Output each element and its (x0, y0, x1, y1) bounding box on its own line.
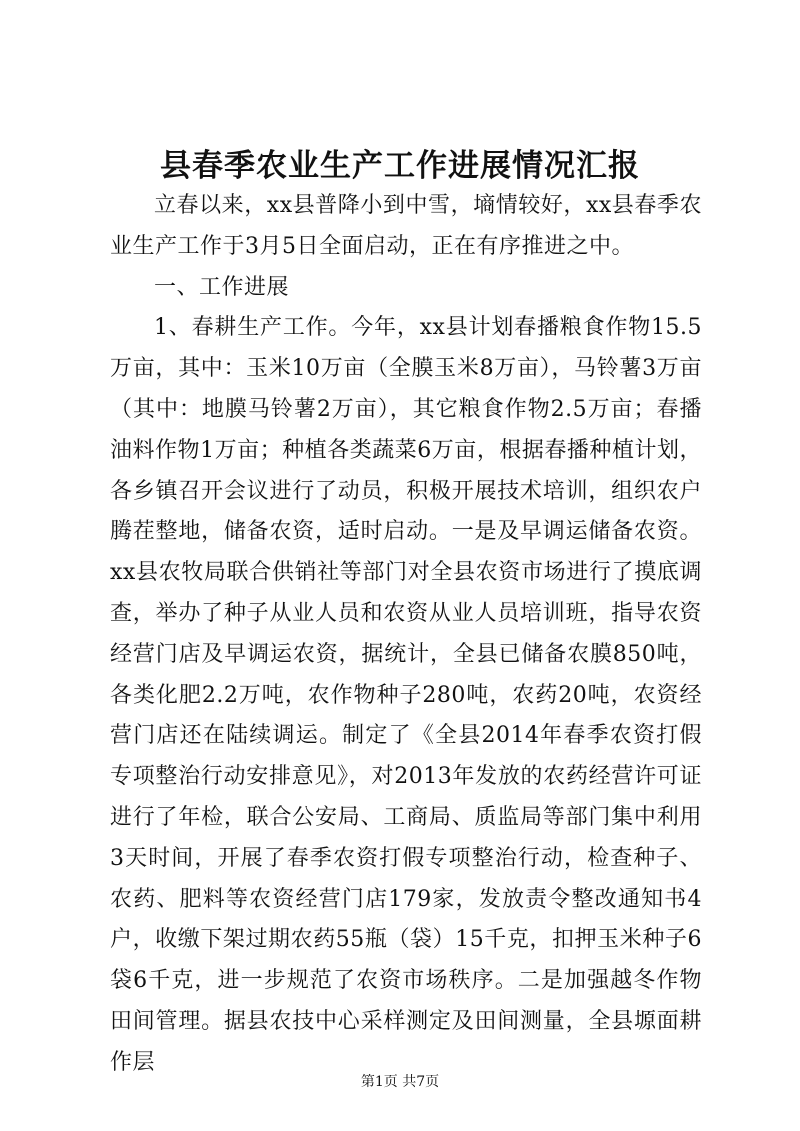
paragraph-intro: 立春以来，xx县普降小到中雪，墒情较好，xx县春季农业生产工作于3月5日全面启动，正在有序推进之中。 (110, 193, 702, 259)
document-body (110, 186, 702, 1084)
page-number-footer: 第1页 共7页 (360, 1074, 440, 1090)
document-title: 县春季农业生产工作进展情况汇报 (160, 148, 640, 184)
section-heading: 一、工作进展 (154, 274, 290, 300)
paragraph-spring-farming: 1、春耕生产工作。今年，xx县计划春播粮食作物15.5万亩，其中：玉米10万亩（全膜玉米8万亩），马铃薯3万亩（其中：地膜马铃薯2万亩），其它粮食作物2.5万亩；春播油料作物1万亩；种植各类蔬菜6万亩，根据春播种植计划，各乡镇召开会议进行了动员，积极开展技术培训，组织农户腾茬整地，储备农资，适时启动。一是及早调运储备农资。xx县农牧局联合供销社等部门对全县农资市场进行了摸底调查，举办了种子从业人员和农资从业人员培训班，指导农资经营门店及早调运农资，据统计，全县已储备农膜850吨，各类化肥2.2万吨，农作物种子280吨，农药20吨，农资经营门店还在陆续调运。制定了《全县2014年春季农资打假专项整治行动安排意见》，对2013年发放的农药经营许可证进行了年检，联合公安局、工商局、质监局等部门集中利用3天时间，开展了春季农资打假专项整治行动，检查种子、农药、肥料等农资经营门店179家，发放责令整改通知书4户，收缴下架过期农药55瓶（袋）15千克，扣押玉米种子6袋6千克，进一步规范了农资市场秩序。二是加强越冬作物田间管理。据县农技中心采样测定及田间测量，全县塬面耕作层 (110, 315, 702, 1075)
